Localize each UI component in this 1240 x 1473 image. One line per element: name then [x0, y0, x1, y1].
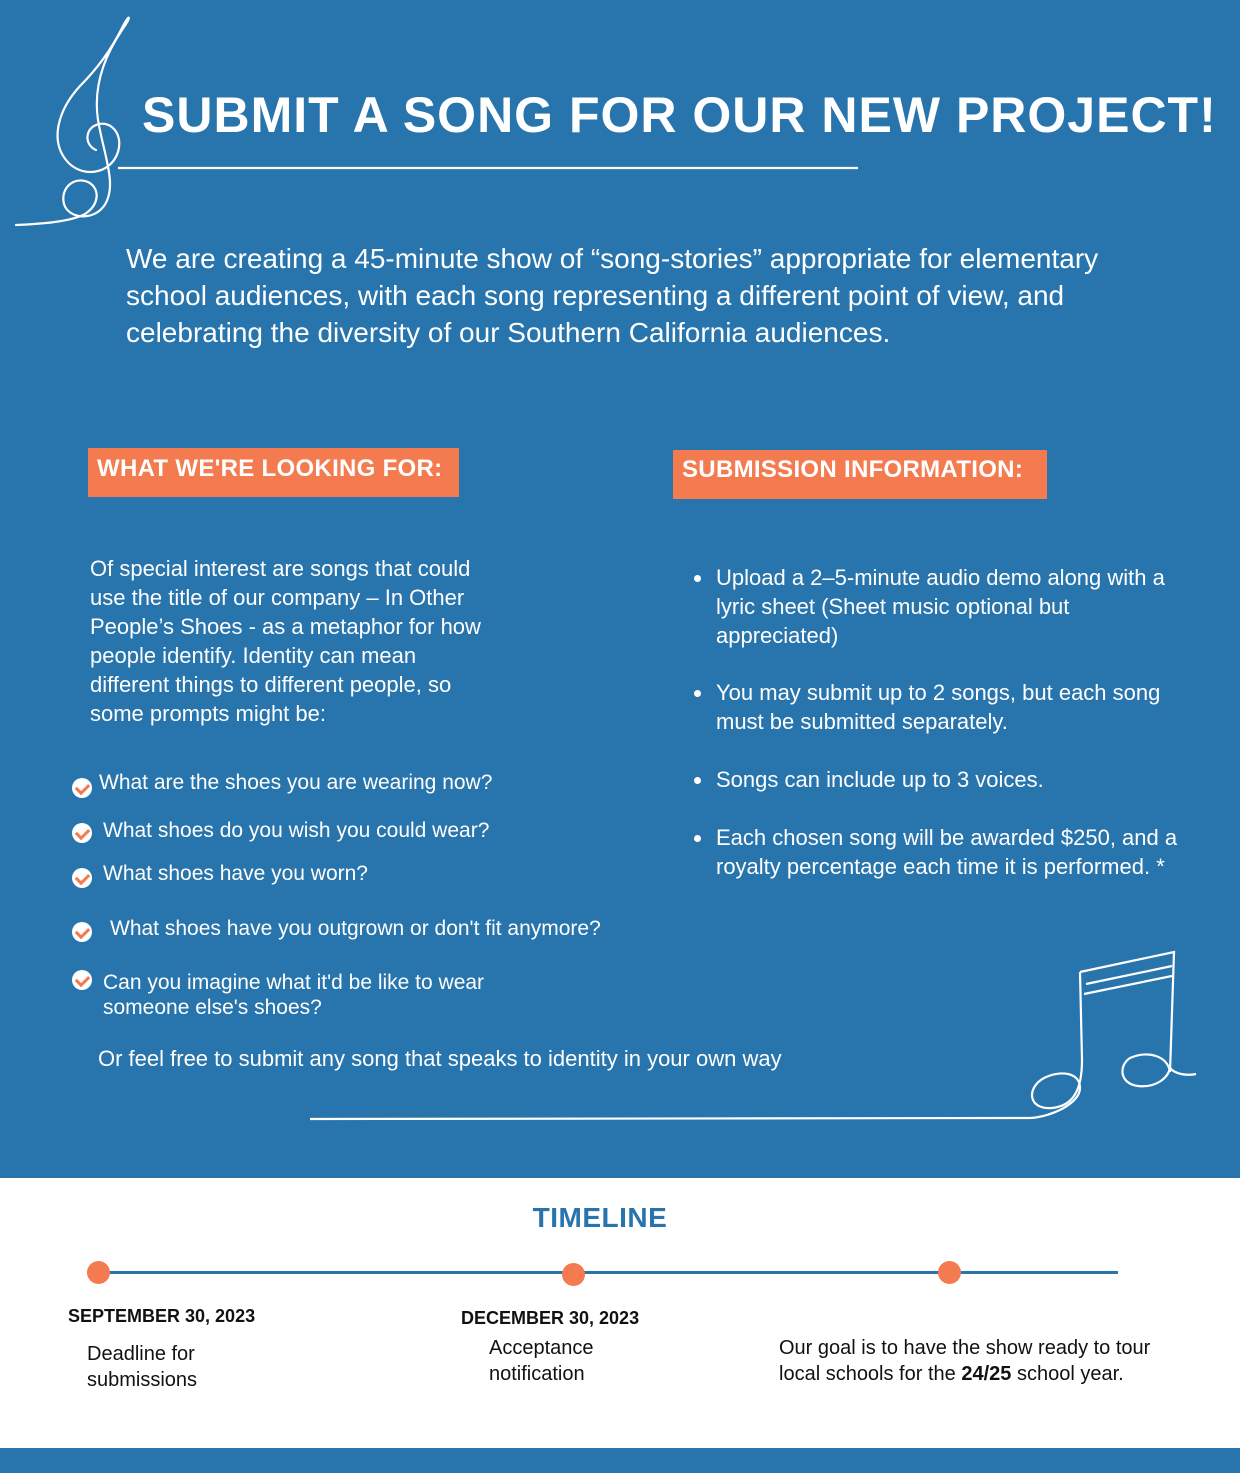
checkmark-icon — [72, 922, 92, 942]
bullet-dot — [694, 835, 701, 842]
bullet-dot — [694, 777, 701, 784]
timeline-dot — [938, 1261, 961, 1284]
goal-text: local schools for the — [779, 1363, 962, 1385]
milestone-line: Deadline for — [87, 1343, 195, 1365]
milestone-description — [489, 1335, 594, 1387]
submission-item-text: Songs can include up to 3 voices. — [716, 767, 1044, 792]
submission-heading: SUBMISSION INFORMATION: — [673, 450, 1047, 499]
checkmark-icon — [72, 823, 92, 843]
goal-description — [779, 1335, 1199, 1387]
submission-item-text: Each chosen song will be awarded $250, and a royalty percentage each time it is performed. * — [716, 825, 1178, 879]
milestone-date: SEPTEMBER 30, 2023 — [68, 1306, 256, 1326]
goal-text: school year. — [1011, 1363, 1124, 1385]
closing-note: Or feel free to submit any song that speaks to identity in your own way — [98, 1046, 782, 1071]
prompt-item: What shoes do you wish you could wear? — [103, 819, 490, 842]
prompt-item: What shoes have you outgrown or don't fit anymore? — [110, 917, 601, 940]
school-year: 24/25 — [961, 1363, 1012, 1385]
looking-for-description: Of special interest are songs that could use the title of our company – In Other People’s Shoes - as a metaphor for how people identify. Identity can mean different things to different people, so some prompts might be: — [90, 556, 481, 726]
checkmark-icon — [72, 970, 92, 990]
submission-item — [694, 823, 1194, 881]
milestone-line: submissions — [87, 1369, 198, 1391]
submission-item-text: Upload a 2–5-minute audio demo along with a lyric sheet (Sheet music optional but appreciated) — [716, 565, 1165, 648]
timeline-dot — [562, 1263, 585, 1286]
timeline-dot — [87, 1261, 110, 1284]
milestone-line: Acceptance — [489, 1337, 594, 1359]
bullet-dot — [694, 690, 701, 697]
prompt-item: What shoes have you worn? — [103, 862, 368, 885]
prompt-item: Can you imagine what it'd be like to wear — [103, 971, 485, 994]
page-title: SUBMIT A SONG FOR OUR NEW PROJECT! — [142, 87, 1217, 143]
timeline-title: TIMELINE — [532, 1202, 668, 1233]
goal-line-2 — [779, 1361, 1199, 1387]
checkmark-icon — [72, 778, 92, 798]
prompt-item-continued: someone else's shoes? — [103, 996, 322, 1019]
timeline-line — [98, 1271, 1118, 1274]
bullet-dot — [694, 575, 701, 582]
submission-item — [694, 765, 1194, 794]
submission-item — [694, 563, 1194, 650]
submission-item-text: You may submit up to 2 songs, but each song must be submitted separately. — [716, 680, 1161, 734]
looking-for-heading: WHAT WE'RE LOOKING FOR: — [88, 448, 459, 497]
goal-line: Our goal is to have the show ready to tour — [779, 1337, 1151, 1359]
milestone-description — [87, 1341, 197, 1393]
prompt-item: What are the shoes you are wearing now? — [99, 771, 493, 794]
footer-bar — [0, 1448, 1240, 1473]
intro-paragraph: We are creating a 45-minute show of “song-stories” appropriate for elementary school audiences, with each song representing a different point of view, and celebrating the diversity of our Southern California audiences. — [126, 243, 1099, 348]
milestone-date: DECEMBER 30, 2023 — [461, 1308, 640, 1328]
submission-item — [694, 678, 1194, 736]
milestone-line: notification — [489, 1363, 585, 1385]
checkmark-icon — [72, 868, 92, 888]
